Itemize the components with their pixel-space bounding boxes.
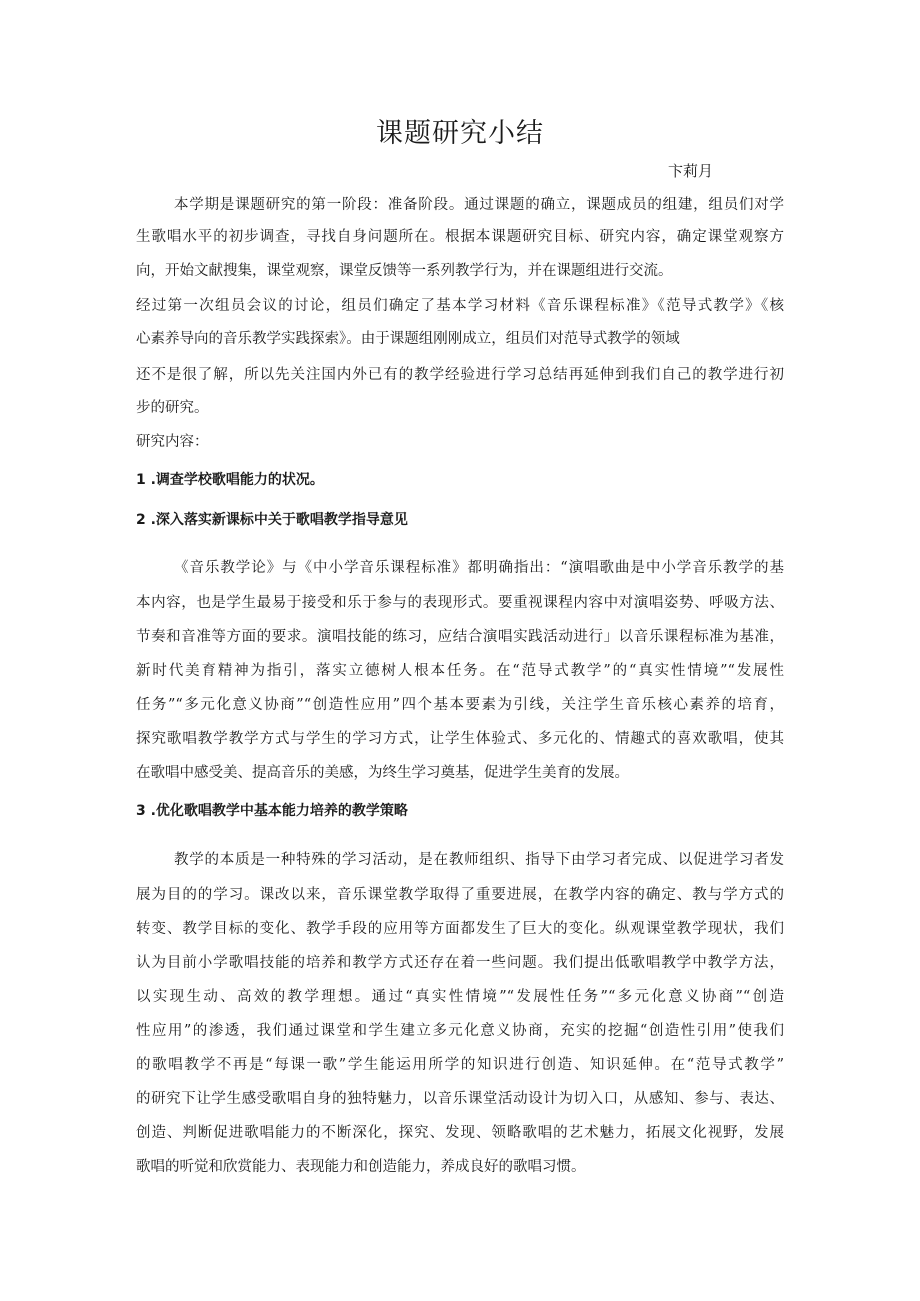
section-3-line: 展为目的的学习。课改以来，音乐课堂教学取得了重要进展，在教学内容的确定、教与学方式的 (136, 887, 784, 903)
section-3-line: 教学的本质是一种特殊的学习活动，是在教师组织、指导下由学习者完成、以促进学习者发 (174, 852, 784, 868)
intro-line: 心素养导向的音乐教学实践探索》。由于课题组刚刚成立，组员们对范导式教学的领域 (136, 331, 680, 347)
section-3-line: 创造、判断促进歌唱能力的不断深化，探究、发现、领略歌唱的艺术魅力，拓展文化视野，发展 (136, 1125, 784, 1141)
intro-line: 研究内容： (136, 434, 209, 450)
document-title: 课题研究小结 (376, 118, 544, 149)
intro-line: 还不是很了解，所以先关注国内外已有的教学经验进行学习总结再延伸到我们自己的教学进行初 (136, 367, 784, 383)
section-2-line: 在歌唱中感受美、提高音乐的美感，为终生学习奠基，促进学生美育的发展。 (136, 765, 629, 781)
intro-line: 步的研究。 (136, 400, 209, 416)
section-2-line: 探究歌唱教学教学方式与学生的学习方式，让学生体验式、多元化的、情趣式的喜欢歌唱，使其 (136, 731, 784, 747)
section-heading-3: 3 .优化歌唱教学中基本能力培养的教学策略 (136, 803, 408, 819)
section-2-line: 《音乐教学论》与《中小学音乐课程标准》都明确指出：“演唱歌曲是中小学音乐教学的基 (174, 560, 784, 576)
section-3-line: 以实现生动、高效的教学理想。通过“真实性情境”“发展性任务”“多元化意义协商”“创造 (136, 989, 784, 1005)
intro-line: 向，开始文献搜集，课堂观察，课堂反馈等一系列教学行为，并在课题组进行交流。 (136, 263, 673, 279)
section-2-line: 本内容，也是学生最易于接受和乐于参与的表现形式。要重视课程内容中对演唱姿势、呼吸方法、 (136, 595, 784, 611)
section-2-line: 节奏和音准等方面的要求。演唱技能的练习，应结合演唱实践活动进行」以音乐课程标准为基准， (136, 629, 784, 645)
section-2-line: 新时代美育精神为指引，落实立德树人根本任务。在“范导式教学”的“真实性情境”“发展性 (136, 663, 784, 679)
intro-line: 本学期是课题研究的第一阶段：准备阶段。通过课题的确立，课题成员的组建，组员们对学 (174, 197, 784, 213)
section-3-line: 的歌唱教学不再是“每课一歌”学生能运用所学的知识进行创造、知识延伸。在“范导式教学” (136, 1057, 784, 1073)
section-3-line: 认为目前小学歌唱技能的培养和教学方式还存在着一些问题。我们提出低歌唱教学中教学方法， (136, 955, 784, 971)
intro-line: 经过第一次组员会议的讨论，组员们确定了基本学习材料《音乐课程标准》《范导式教学》《核 (136, 298, 784, 314)
section-3-line: 的研究下让学生感受歌唱自身的独特魅力，以音乐课堂活动设计为切入口，从感知、参与、表达、 (136, 1091, 784, 1107)
intro-line: 生歌唱水平的初步调查，寻找自身问题所在。根据本课题研究目标、研究内容，确定课堂观察方 (136, 229, 784, 245)
section-3-line: 转变、教学目标的变化、教学手段的应用等方面都发生了巨大的变化。纵观课堂教学现状，我们 (136, 921, 784, 937)
section-3-line: 性应用”的渗透，我们通过课堂和学生建立多元化意义协商，充实的挖掘“创造性引用”使我们 (136, 1023, 784, 1039)
section-2-line: 任务”“多元化意义协商”“创造性应用”四个基本要素为引线，关注学生音乐核心素养的培育， (136, 697, 784, 713)
document-author: 卞莉月 (668, 162, 714, 180)
section-3-line: 歌唱的听觉和欣赏能力、表现能力和创造能力，养成良好的歌唱习惯。 (136, 1159, 586, 1175)
section-heading-2: 2 .深入落实新课标中关于歌唱教学指导意见 (136, 512, 408, 528)
section-heading-1: 1 .调查学校歌唱能力的状况。 (136, 472, 324, 488)
